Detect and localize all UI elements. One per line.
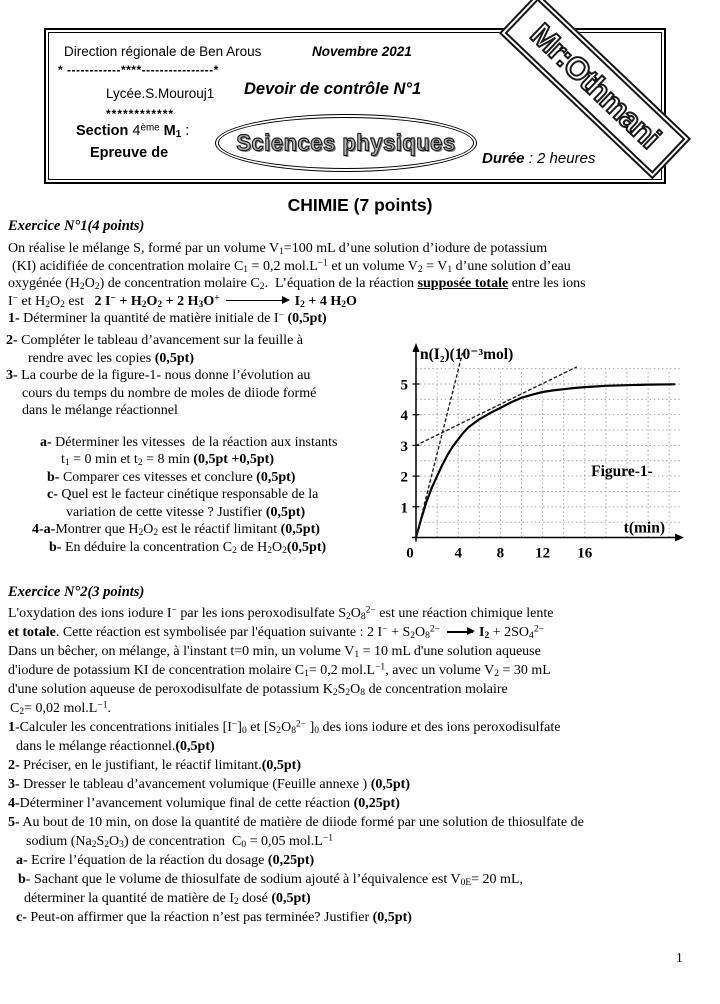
y-axis-label: n(I₂)(10⁻³mol) xyxy=(420,346,514,363)
tangent-line xyxy=(416,353,462,537)
section-title-chimie: CHIMIE (7 points) xyxy=(287,195,433,215)
subject-oval xyxy=(215,114,477,172)
x-tick-label: 12 xyxy=(535,545,551,562)
x-tick-label: 8 xyxy=(496,545,505,562)
exercise2-body xyxy=(8,604,716,927)
text-line: I− et $H_2O_2$ est 2 $I^- + H_2O_2 + 2$ $H_3O^+$ $I_2 + 4$ $H_2O$ xyxy=(8,293,357,310)
regional-direction: Direction régionale de Ben Arous xyxy=(64,44,262,59)
text-line: d'une solution aqueuse de peroxodisulfate de potassium $K_2S_2O_8$ de concentration molaire xyxy=(8,682,508,699)
exercise1-questions xyxy=(3,332,397,556)
text-line: b- Comparer ces vitesses et conclure (0,5pt) xyxy=(47,469,296,485)
text-line: 1-Calculer les concentrations initiales $[I^-]_0$ et [$S_2O_8^{2-}$ ]$_0$ des ions iodure et des ions peroxodisulfate xyxy=(8,719,561,737)
subject-oval-inner xyxy=(218,117,474,169)
text-line: et totale. Cette réaction est symbolisée par l'équation suivante : 2 $I^- + S_2O_8^{2-}$ $I_2 + 2SO_4^{2-}$ xyxy=(8,624,544,642)
text-line: 2- Préciser, en le justifiant, le réactif limitant.(0,5pt) xyxy=(8,758,301,773)
text-line: On réalise le mélange S, formé par un volume $V_1=100$ mL d’une solution d’iodure de potassium xyxy=(8,241,548,258)
text-line: 4-Déterminer l’avancement volumique final de cette réaction (0,25pt) xyxy=(8,796,400,811)
x-tick-label: 4 xyxy=(454,545,462,562)
x-tick-label: 16 xyxy=(577,545,593,562)
text-line: sodium $(Na_2S_2O_3)$ de concentration $C_0 = 0,05$ $mol.L^{-1}$ xyxy=(26,833,333,851)
exercise2-heading: Exercice N°2(3 points) xyxy=(8,584,145,600)
text-line: d'iodure de potassium KI de concentration molaire $C_1= 0,2$ $mol.L^{-1}$, avec un volume $V_2 = 30$ mL xyxy=(8,662,551,680)
text-line: 3- La courbe de la figure-1- nous donne l’évolution au xyxy=(6,368,311,383)
text-line: rendre avec les copies (0,5pt) xyxy=(28,350,194,366)
text-line: c- Quel est le facteur cinétique responsable de la xyxy=(47,487,319,502)
y-tick-label: 1 xyxy=(400,500,408,517)
data-curve xyxy=(416,384,675,537)
school-name: Lycée.S.Mourouj1 xyxy=(106,86,215,101)
y-tick-label: 4 xyxy=(400,408,408,425)
text-line: c- Peut-on affirmer que la réaction n’est pas terminée? Justifier (0,5pt) xyxy=(16,910,412,925)
separator-stars-2: ************ xyxy=(106,107,175,121)
text-line: Dans un bêcher, on mélange, à l'instant t=0 min, un volume $V_1 = 10$ mL d'une solution aqueuse xyxy=(8,644,541,661)
x-axis-label: t(min) xyxy=(623,519,665,537)
page-number: 1 xyxy=(676,950,683,965)
text-line: 5- Au bout de 10 min, on dose la quantité de matière de diiode formé par une solution de thiosulfate de xyxy=(8,815,584,830)
text-line: b- Sachant que le volume de thiosulfate de sodium ajouté à l’équivalence est $V_{0E}= 20$ mL, xyxy=(18,872,523,889)
exam-title: Devoir de contrôle N°1 xyxy=(244,80,422,98)
text-line: $C_2= 0,02$ $mol.L^{-1}$. xyxy=(10,700,111,718)
figure-caption: Figure-1- xyxy=(591,463,653,481)
text-line xyxy=(3,420,397,434)
separator-stars: * ------------****----------------* xyxy=(58,63,219,77)
text-line: a- Déterminer les vitesses de la réaction aux instants xyxy=(40,434,338,450)
text-line: dans le mélange réactionnel xyxy=(22,403,178,418)
y-tick-label: 2 xyxy=(400,469,408,486)
text-line: $t_1 = 0$ min et $t_2 = 8$ min (0,5pt +0,5pt) xyxy=(61,452,274,469)
text-line: 1- Déterminer la quantité de matière initiale de I− (0,5pt) xyxy=(8,311,327,327)
y-tick-label: 5 xyxy=(400,377,408,394)
text-line: dans le mélange réactionnel.(0,5pt) xyxy=(16,739,215,754)
teacher-name: Mr:Othmani xyxy=(523,16,667,155)
exercise1-intro xyxy=(8,240,716,328)
x-axis-arrow xyxy=(675,534,684,542)
text-line: b- En déduire la concentration $C_2$ de $H_2O_2(0,5pt)$ xyxy=(49,539,327,556)
epreuve-label: Epreuve de xyxy=(90,145,169,161)
text-line: a- Ecrire l’équation de la réaction du dosage (0,25pt) xyxy=(16,853,315,868)
text-line: oxygénée $(H_2O_2)$ de concentration molaire $C_2$. L’équation de la réaction supposée totale entre les ions xyxy=(8,276,586,293)
text-line: 3- Dresser le tableau d’avancement volumique (Feuille annexe ) (0,5pt) xyxy=(8,777,410,792)
text-line: L'oxydation des ions iodure I− par les ions peroxodisulfate $S_2O_8^{2-}$ est une réaction chimique lente xyxy=(8,605,554,623)
exercise1-heading: Exercice N°1(4 points) xyxy=(8,218,145,234)
y-axis-arrow xyxy=(413,343,420,352)
x-tick-label: 0 xyxy=(406,545,414,562)
text-line: variation de cette vitesse ? Justifier (0,5pt) xyxy=(66,504,306,520)
figure-1-svg xyxy=(396,338,720,582)
text-line: cours du temps du nombre de moles de diiode formé xyxy=(22,385,317,401)
duration-text: Durée : 2 heures xyxy=(482,150,596,167)
text-line: 4-a-Montrer que $H_2O_2$ est le réactif limitant (0,5pt) xyxy=(32,522,320,539)
tangent-line xyxy=(416,367,576,445)
y-tick-label: 3 xyxy=(400,438,408,455)
figure-1-chart xyxy=(396,338,720,582)
exam-date: Novembre 2021 xyxy=(312,44,412,59)
subject-name: Sciences physiques xyxy=(236,129,456,156)
text-line: (KI) acidifiée de concentration molaire $C_1 = 0,2$ $mol.L^{-1}$ et un volume $V_2 = V_1$ d’une solution d’eau xyxy=(12,258,571,275)
section-label: Section 4ème $M_1$ : xyxy=(76,122,190,141)
text-line: déterminer la quantité de matière de $I_2$ dosé (0,5pt) xyxy=(24,891,311,908)
text-line: 2- Compléter le tableau d’avancement sur la feuille à xyxy=(6,333,303,348)
